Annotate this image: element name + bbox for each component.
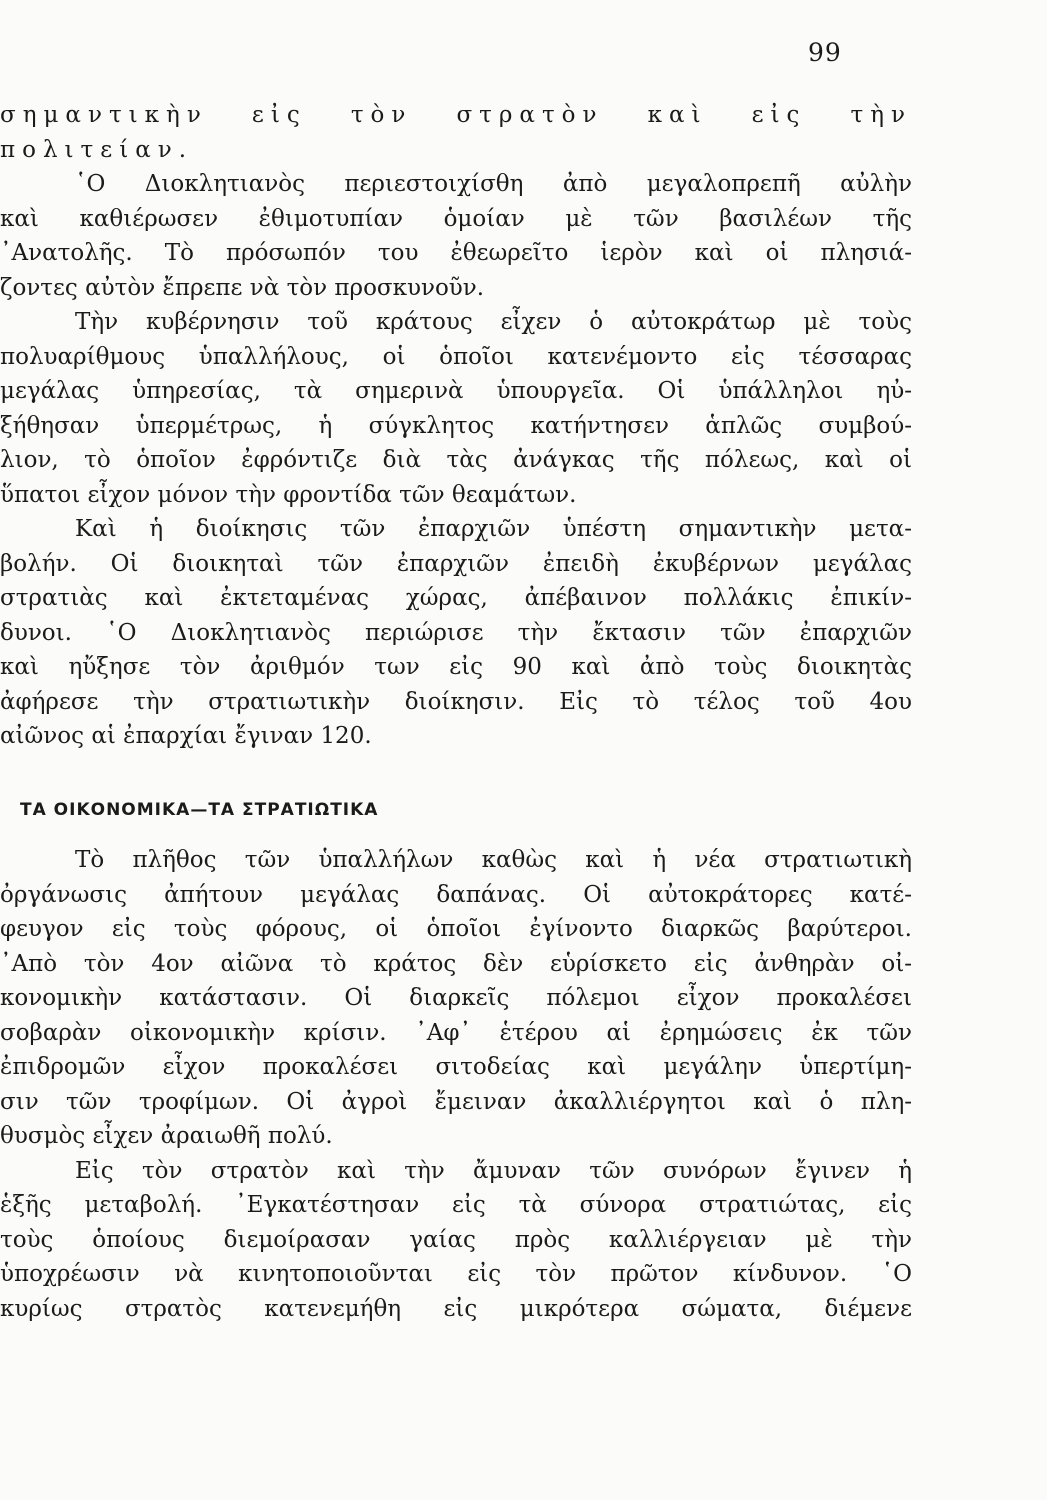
text-line: Καὶ ἡ διοίκησις τῶν ἐπαρχιῶν ὑπέστη σημαντικὴν μετα- (75, 516, 912, 542)
text-line: μεγάλας ὑπηρεσίας, τὰ σημερινὰ ὑπουργεῖα. Οἱ ὑπάλληλοι ηὐ- (0, 378, 912, 404)
text-line: βολήν. Οἱ διοικηταὶ τῶν ἐπαρχιῶν ἐπειδὴ ἐκυβέρνων μεγάλας (0, 550, 912, 577)
text-line: σιν τῶν τροφίμων. Οἱ ἀγροὶ ἔμειναν ἀκαλλιέργητοι καὶ ὁ πλη- (0, 1088, 912, 1115)
text-line: Εἰς τὸν στρατὸν καὶ τὴν ἄμυναν τῶν συνόρων ἔγινεν ἡ (75, 1157, 912, 1184)
text-line: καὶ καθιέρωσεν ἐθιμοτυπίαν ὁμοίαν μὲ τῶν βασιλέων τῆς (0, 205, 912, 232)
page-number: 99 (808, 38, 842, 67)
text-block-top (0, 98, 912, 754)
text-line: ὀργάνωσις ἀπήτουν μεγάλας δαπάνας. Οἱ αὐτοκράτορες κατέ- (0, 881, 912, 908)
text-line: ἑξῆς μεταβολή. ᾿Εγκατέστησαν εἰς τὰ σύνορα στρατιώτας, εἰς (0, 1192, 912, 1218)
text-line: τοὺς ὁποίους διεμοίρασαν γαίας πρὸς καλλιέργειαν μὲ τὴν (0, 1226, 912, 1253)
section-heading: ΤΑ ΟΙΚΟΝΟΜΙΚΑ—ΤΑ ΣΤΡΑΤΙΩΤΙΚΑ (20, 800, 379, 820)
text-line: πολιτείαν. (0, 136, 194, 163)
text-line: φευγον εἰς τοὺς φόρους, οἱ ὁποῖοι ἐγίνοντο διαρκῶς βαρύτεροι. (0, 916, 912, 942)
text-line: ᾿Ανατολῆς. Τὸ πρόσωπόν του ἐθεωρεῖτο ἱερὸν καὶ οἱ πλησιά- (0, 240, 912, 266)
text-line: δυνοι. ῾Ο Διοκλητιανὸς περιώρισε τὴν ἔκτασιν τῶν ἐπαρχιῶν (0, 619, 912, 646)
text-line: ἐπιδρομῶν εἶχον προκαλέσει σιτοδείας καὶ μεγάλην ὑπερτίμη- (0, 1054, 912, 1080)
text-line: σημαντικὴν εἰς τὸν στρατὸν καὶ εἰς τὴν (0, 102, 912, 128)
text-line: ζοντες αὐτὸν ἔπρεπε νὰ τὸν προσκυνοῦν. (0, 274, 485, 301)
text-line: ξήθησαν ὑπερμέτρως, ἡ σύγκλητος κατήντησεν ἁπλῶς συμβού- (0, 412, 912, 439)
text-line: σοβαρὰν οἰκονομικὴν κρίσιν. ᾿Αφ᾿ ἑτέρου αἱ ἐρημώσεις ἐκ τῶν (0, 1019, 912, 1046)
text-line: στρατιὰς καὶ ἐκτεταμένας χώρας, ἀπέβαινον πολλάκις ἐπικίν- (0, 585, 912, 611)
text-line: θυσμὸς εἶχεν ἀραιωθῆ πολύ. (0, 1123, 333, 1149)
text-line: Τὸ πλῆθος τῶν ὑπαλλήλων καθὼς καὶ ἡ νέα στρατιωτικὴ (75, 847, 912, 873)
text-line: ὕπατοι εἶχον μόνον τὴν φροντίδα τῶν θεαμάτων. (0, 481, 577, 508)
text-line: ὑποχρέωσιν νὰ κινητοποιοῦνται εἰς τὸν πρῶτον κίνδυνον. ῾Ο (0, 1261, 912, 1287)
text-line: κονομικὴν κατάστασιν. Οἱ διαρκεῖς πόλεμοι εἶχον προκαλέσει (0, 985, 912, 1011)
text-line: ῾Ο Διοκλητιανὸς περιεστοιχίσθη ἀπὸ μεγαλοπρεπῆ αὐλὴν (75, 171, 912, 197)
text-line: ἀφήρεσε τὴν στρατιωτικὴν διοίκησιν. Εἰς τὸ τέλος τοῦ 4ου (0, 688, 912, 715)
text-line: πολυαρίθμους ὑπαλλήλους, οἱ ὁποῖοι κατενέμοντο εἰς τέσσαρας (0, 343, 912, 370)
text-line: αἰῶνος αἱ ἐπαρχίαι ἔγιναν 120. (0, 723, 372, 749)
text-line: καὶ ηὔξησε τὸν ἀριθμόν των εἰς 90 καὶ ἀπὸ τοὺς διοικητὰς (0, 654, 912, 680)
text-block-bottom (0, 843, 912, 1326)
text-line: κυρίως στρατὸς κατενεμήθη εἰς μικρότερα σώματα, διέμενε (0, 1295, 912, 1322)
text-line: λιον, τὸ ὁποῖον ἐφρόντιζε διὰ τὰς ἀνάγκας τῆς πόλεως, καὶ οἱ (0, 447, 912, 473)
text-line: ᾿Απὸ τὸν 4ον αἰῶνα τὸ κράτος δὲν εὑρίσκετο εἰς ἀνθηρὰν οἰ- (0, 950, 912, 977)
text-line: Τὴν κυβέρνησιν τοῦ κράτους εἶχεν ὁ αὐτοκράτωρ μὲ τοὺς (75, 309, 912, 335)
